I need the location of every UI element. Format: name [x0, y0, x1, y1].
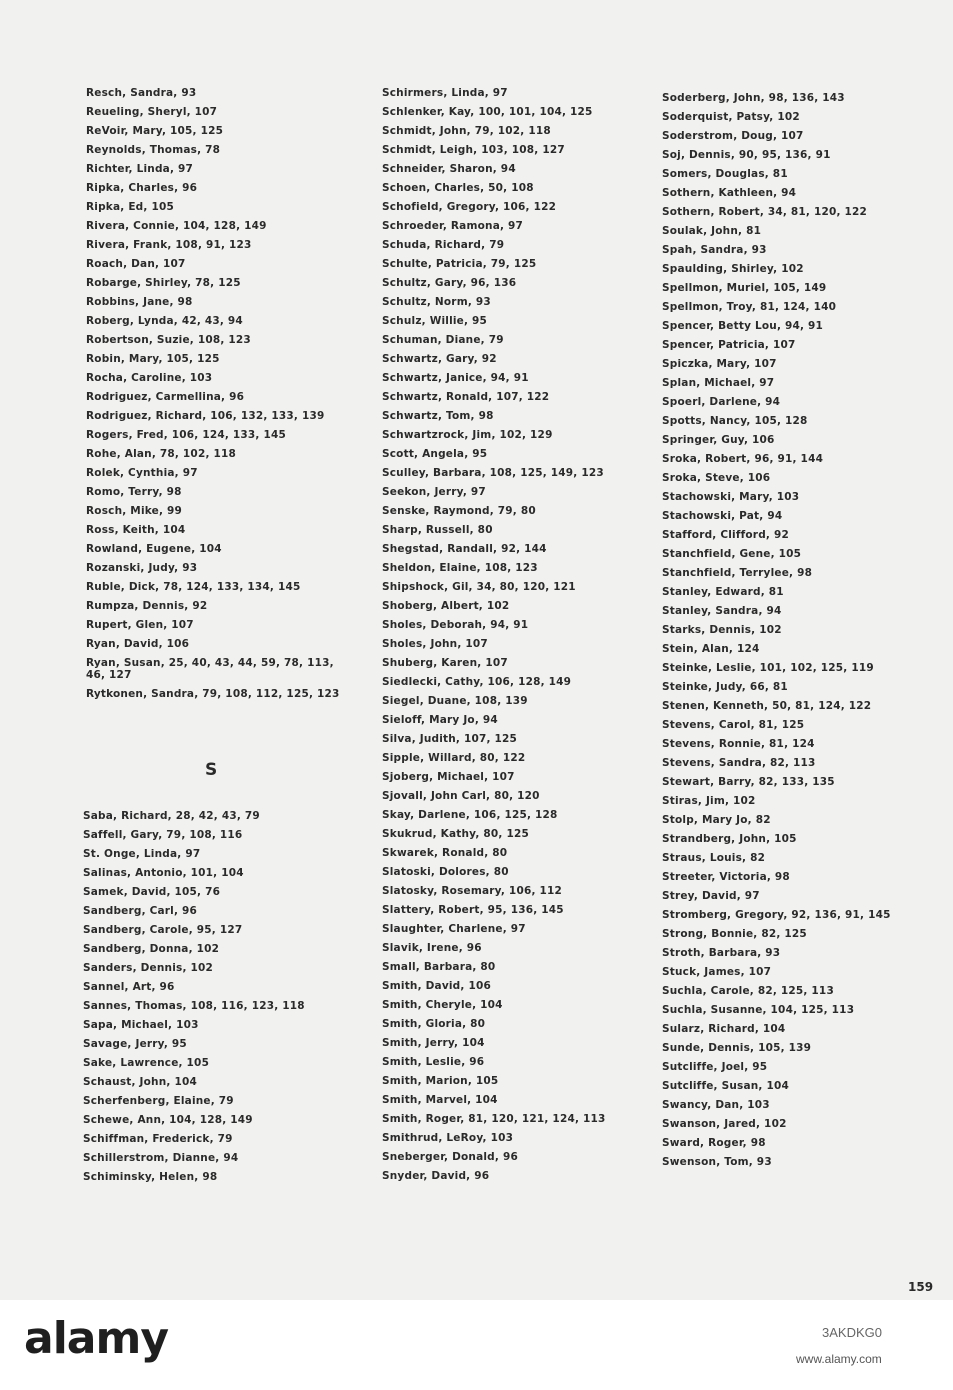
- index-entry: Robbins, Jane, 98: [86, 296, 193, 308]
- index-entry: Sothern, Kathleen, 94: [662, 187, 797, 199]
- index-entry: Stroth, Barbara, 93: [662, 947, 781, 959]
- index-entry: Rivera, Connie, 104, 128, 149: [86, 220, 267, 232]
- index-entry: Reynolds, Thomas, 78: [86, 144, 221, 156]
- index-entry: Stewart, Barry, 82, 133, 135: [662, 776, 835, 788]
- index-entry: Stanchfield, Gene, 105: [662, 548, 802, 560]
- index-entry: Shoberg, Albert, 102: [382, 600, 510, 612]
- index-entry: Strey, David, 97: [662, 890, 760, 902]
- index-entry: Schmidt, John, 79, 102, 118: [382, 125, 551, 137]
- index-entry: Spellmon, Troy, 81, 124, 140: [662, 301, 837, 313]
- index-entry: Rodriguez, Carmellina, 96: [86, 391, 245, 403]
- index-entry: Rozanski, Judy, 93: [86, 562, 198, 574]
- index-entry: Stuck, James, 107: [662, 966, 772, 978]
- index-entry: Stiras, Jim, 102: [662, 795, 756, 807]
- index-entry: Stafford, Clifford, 92: [662, 529, 789, 541]
- index-entry: Suchla, Susanne, 104, 125, 113: [662, 1004, 855, 1016]
- index-entry: Sularz, Richard, 104: [662, 1023, 786, 1035]
- index-entry: Schuda, Richard, 79: [382, 239, 505, 251]
- index-entry: Sunde, Dennis, 105, 139: [662, 1042, 812, 1054]
- index-entry: Schillerstrom, Dianne, 94: [83, 1152, 239, 1164]
- index-entry: Schulz, Willie, 95: [382, 315, 488, 327]
- index-entry: Stromberg, Gregory, 92, 136, 91, 145: [662, 909, 891, 921]
- index-entry: Schirmers, Linda, 97: [382, 87, 508, 99]
- section-letter: S: [205, 760, 218, 780]
- index-entry: Rodriguez, Richard, 106, 132, 133, 139: [86, 410, 325, 422]
- index-entry: Spellmon, Muriel, 105, 149: [662, 282, 827, 294]
- index-entry: Reueling, Sheryl, 107: [86, 106, 218, 118]
- index-entry: Rocha, Caroline, 103: [86, 372, 213, 384]
- index-entry: Smithrud, LeRoy, 103: [382, 1132, 514, 1144]
- index-entry: Sroka, Robert, 96, 91, 144: [662, 453, 824, 465]
- index-entry: Sutcliffe, Susan, 104: [662, 1080, 789, 1092]
- index-entry: Saba, Richard, 28, 42, 43, 79: [83, 810, 260, 822]
- index-column-1-s-section: [83, 807, 343, 1187]
- index-entry: Strong, Bonnie, 82, 125: [662, 928, 807, 940]
- index-entry: Robin, Mary, 105, 125: [86, 353, 220, 365]
- index-entry: Samek, David, 105, 76: [83, 886, 221, 898]
- index-entry: Slatosky, Rosemary, 106, 112: [382, 885, 563, 897]
- index-entry: Smith, Marvel, 104: [382, 1094, 498, 1106]
- index-entry: Schiffman, Frederick, 79: [83, 1133, 233, 1145]
- index-entry: Soderstrom, Doug, 107: [662, 130, 804, 142]
- index-entry: Sholes, John, 107: [382, 638, 488, 650]
- index-entry: Silva, Judith, 107, 125: [382, 733, 518, 745]
- index-entry: Sharp, Russell, 80: [382, 524, 493, 536]
- index-entry: Smith, David, 106: [382, 980, 491, 992]
- index-entry: Smith, Leslie, 96: [382, 1056, 485, 1068]
- index-entry: Rowland, Eugene, 104: [86, 543, 222, 555]
- index-entry: Schuman, Diane, 79: [382, 334, 504, 346]
- index-entry: Sholes, Deborah, 94, 91: [382, 619, 529, 631]
- index-entry: Slavik, Irene, 96: [382, 942, 482, 954]
- index-entry: Ryan, Susan, 25, 40, 43, 44, 59, 78, 113, 46, 127: [86, 657, 334, 681]
- index-entry: Soderquist, Patsy, 102: [662, 111, 800, 123]
- index-entry: Resch, Sandra, 93: [86, 87, 197, 99]
- index-entry: Schewe, Ann, 104, 128, 149: [83, 1114, 253, 1126]
- page-number: 159: [908, 1280, 934, 1294]
- index-entry: Spiczka, Mary, 107: [662, 358, 777, 370]
- index-column-1: [86, 84, 346, 704]
- index-entry: Ruble, Dick, 78, 124, 133, 134, 145: [86, 581, 301, 593]
- index-entry: Stenen, Kenneth, 50, 81, 124, 122: [662, 700, 872, 712]
- index-entry: Soulak, John, 81: [662, 225, 762, 237]
- index-entry: Sipple, Willard, 80, 122: [382, 752, 526, 764]
- index-entry: Scherfenberg, Elaine, 79: [83, 1095, 234, 1107]
- index-entry: Stanley, Sandra, 94: [662, 605, 782, 617]
- index-entry: Soderberg, John, 98, 136, 143: [662, 92, 845, 104]
- index-entry: Snyder, David, 96: [382, 1170, 490, 1182]
- index-entry: Somers, Douglas, 81: [662, 168, 788, 180]
- index-entry: Smith, Jerry, 104: [382, 1037, 485, 1049]
- index-entry: Rolek, Cynthia, 97: [86, 467, 198, 479]
- index-entry: Scott, Angela, 95: [382, 448, 488, 460]
- index-entry: Schultz, Gary, 96, 136: [382, 277, 517, 289]
- index-entry: Swancy, Dan, 103: [662, 1099, 770, 1111]
- index-entry: Smith, Gloria, 80: [382, 1018, 486, 1030]
- index-entry: Skwarek, Ronald, 80: [382, 847, 508, 859]
- index-entry: Schwartz, Tom, 98: [382, 410, 494, 422]
- index-entry: Schoen, Charles, 50, 108: [382, 182, 534, 194]
- index-entry: Sanders, Dennis, 102: [83, 962, 214, 974]
- index-entry: Robarge, Shirley, 78, 125: [86, 277, 241, 289]
- index-entry: Splan, Michael, 97: [662, 377, 775, 389]
- index-entry: ReVoir, Mary, 105, 125: [86, 125, 224, 137]
- index-entry: Schultz, Norm, 93: [382, 296, 491, 308]
- index-entry: Small, Barbara, 80: [382, 961, 496, 973]
- index-entry: Sieloff, Mary Jo, 94: [382, 714, 498, 726]
- index-entry: Siedlecki, Cathy, 106, 128, 149: [382, 676, 572, 688]
- index-entry: Slattery, Robert, 95, 136, 145: [382, 904, 564, 916]
- index-entry: Ripka, Ed, 105: [86, 201, 174, 213]
- index-entry: Schneider, Sharon, 94: [382, 163, 516, 175]
- index-entry: Sneberger, Donald, 96: [382, 1151, 518, 1163]
- index-entry: Schaust, John, 104: [83, 1076, 197, 1088]
- index-entry: Savage, Jerry, 95: [83, 1038, 187, 1050]
- index-entry: Schiminsky, Helen, 98: [83, 1171, 218, 1183]
- index-entry: Sjoberg, Michael, 107: [382, 771, 515, 783]
- index-entry: Soj, Dennis, 90, 95, 136, 91: [662, 149, 831, 161]
- index-entry: Senske, Raymond, 79, 80: [382, 505, 536, 517]
- index-entry: Schlenker, Kay, 100, 101, 104, 125: [382, 106, 593, 118]
- index-entry: Strandberg, John, 105: [662, 833, 797, 845]
- index-entry: Rupert, Glen, 107: [86, 619, 194, 631]
- index-entry: Salinas, Antonio, 101, 104: [83, 867, 244, 879]
- index-entry: Stevens, Sandra, 82, 113: [662, 757, 816, 769]
- index-entry: Sandberg, Carole, 95, 127: [83, 924, 243, 936]
- index-entry: Spaulding, Shirley, 102: [662, 263, 804, 275]
- index-entry: Streeter, Victoria, 98: [662, 871, 790, 883]
- index-entry: Schulte, Patricia, 79, 125: [382, 258, 537, 270]
- index-entry: Rytkonen, Sandra, 79, 108, 112, 125, 123: [86, 688, 340, 700]
- index-entry: Slatoski, Dolores, 80: [382, 866, 509, 878]
- index-entry: Sake, Lawrence, 105: [83, 1057, 210, 1069]
- index-entry: Stevens, Ronnie, 81, 124: [662, 738, 815, 750]
- index-entry: St. Onge, Linda, 97: [83, 848, 201, 860]
- index-entry: Steinke, Judy, 66, 81: [662, 681, 788, 693]
- index-entry: Shuberg, Karen, 107: [382, 657, 508, 669]
- index-entry: Sheldon, Elaine, 108, 123: [382, 562, 538, 574]
- index-entry: Romo, Terry, 98: [86, 486, 182, 498]
- index-entry: Sandberg, Carl, 96: [83, 905, 198, 917]
- index-entry: Schofield, Gregory, 106, 122: [382, 201, 557, 213]
- index-entry: Richter, Linda, 97: [86, 163, 194, 175]
- index-entry: Sjovall, John Carl, 80, 120: [382, 790, 540, 802]
- index-entry: Skukrud, Kathy, 80, 125: [382, 828, 529, 840]
- index-column-3: [662, 89, 912, 1172]
- brand-logo: alamy: [24, 1313, 168, 1364]
- index-entry: Spoerl, Darlene, 94: [662, 396, 781, 408]
- index-entry: Sward, Roger, 98: [662, 1137, 766, 1149]
- index-entry: Skay, Darlene, 106, 125, 128: [382, 809, 558, 821]
- index-entry: Sapa, Michael, 103: [83, 1019, 199, 1031]
- index-entry: Rosch, Mike, 99: [86, 505, 183, 517]
- index-entry: Stein, Alan, 124: [662, 643, 760, 655]
- index-entry: Stanley, Edward, 81: [662, 586, 784, 598]
- index-entry: Rohe, Alan, 78, 102, 118: [86, 448, 237, 460]
- index-entry: Rivera, Frank, 108, 91, 123: [86, 239, 252, 251]
- index-entry: Sandberg, Donna, 102: [83, 943, 220, 955]
- index-entry: Sroka, Steve, 106: [662, 472, 771, 484]
- index-entry: Stevens, Carol, 81, 125: [662, 719, 805, 731]
- index-entry: Ross, Keith, 104: [86, 524, 186, 536]
- index-entry: Swenson, Tom, 93: [662, 1156, 772, 1168]
- index-entry: Suchla, Carole, 82, 125, 113: [662, 985, 834, 997]
- index-entry: Swanson, Jared, 102: [662, 1118, 787, 1130]
- index-entry: Stolp, Mary Jo, 82: [662, 814, 771, 826]
- index-entry: Schwartzrock, Jim, 102, 129: [382, 429, 553, 441]
- index-column-2: [382, 84, 642, 1186]
- index-entry: Shegstad, Randall, 92, 144: [382, 543, 547, 555]
- index-entry: Ripka, Charles, 96: [86, 182, 198, 194]
- index-entry: Stachowski, Pat, 94: [662, 510, 783, 522]
- index-entry: Shipshock, Gil, 34, 80, 120, 121: [382, 581, 576, 593]
- index-entry: Siegel, Duane, 108, 139: [382, 695, 528, 707]
- index-entry: Steinke, Leslie, 101, 102, 125, 119: [662, 662, 874, 674]
- index-entry: Ryan, David, 106: [86, 638, 190, 650]
- index-entry: Rumpza, Dennis, 92: [86, 600, 208, 612]
- index-entry: Sculley, Barbara, 108, 125, 149, 123: [382, 467, 604, 479]
- index-entry: Schwartz, Ronald, 107, 122: [382, 391, 550, 403]
- index-entry: Robertson, Suzie, 108, 123: [86, 334, 251, 346]
- index-entry: Saffell, Gary, 79, 108, 116: [83, 829, 243, 841]
- index-entry: Springer, Guy, 106: [662, 434, 775, 446]
- index-entry: Sutcliffe, Joel, 95: [662, 1061, 768, 1073]
- index-entry: Spotts, Nancy, 105, 128: [662, 415, 808, 427]
- index-entry: Stachowski, Mary, 103: [662, 491, 800, 503]
- index-entry: Smith, Marion, 105: [382, 1075, 499, 1087]
- index-entry: Sannes, Thomas, 108, 116, 123, 118: [83, 1000, 305, 1012]
- image-id: 3AKDKG0: [822, 1325, 882, 1340]
- index-entry: Stanchfield, Terrylee, 98: [662, 567, 813, 579]
- index-entry: Smith, Roger, 81, 120, 121, 124, 113: [382, 1113, 606, 1125]
- index-entry: Schwartz, Gary, 92: [382, 353, 497, 365]
- index-entry: Starks, Dennis, 102: [662, 624, 782, 636]
- index-entry: Roberg, Lynda, 42, 43, 94: [86, 315, 243, 327]
- index-entry: Sothern, Robert, 34, 81, 120, 122: [662, 206, 868, 218]
- index-entry: Schroeder, Ramona, 97: [382, 220, 524, 232]
- index-entry: Sannel, Art, 96: [83, 981, 175, 993]
- index-entry: Spah, Sandra, 93: [662, 244, 767, 256]
- index-entry: Rogers, Fred, 106, 124, 133, 145: [86, 429, 286, 441]
- index-entry: Spencer, Betty Lou, 94, 91: [662, 320, 824, 332]
- index-entry: Spencer, Patricia, 107: [662, 339, 796, 351]
- index-entry: Seekon, Jerry, 97: [382, 486, 486, 498]
- index-entry: Straus, Louis, 82: [662, 852, 766, 864]
- index-entry: Slaughter, Charlene, 97: [382, 923, 526, 935]
- index-entry: Smith, Cheryle, 104: [382, 999, 503, 1011]
- index-entry: Schwartz, Janice, 94, 91: [382, 372, 529, 384]
- index-entry: Roach, Dan, 107: [86, 258, 186, 270]
- index-entry: Schmidt, Leigh, 103, 108, 127: [382, 144, 565, 156]
- credit-url: www.alamy.com: [796, 1352, 882, 1366]
